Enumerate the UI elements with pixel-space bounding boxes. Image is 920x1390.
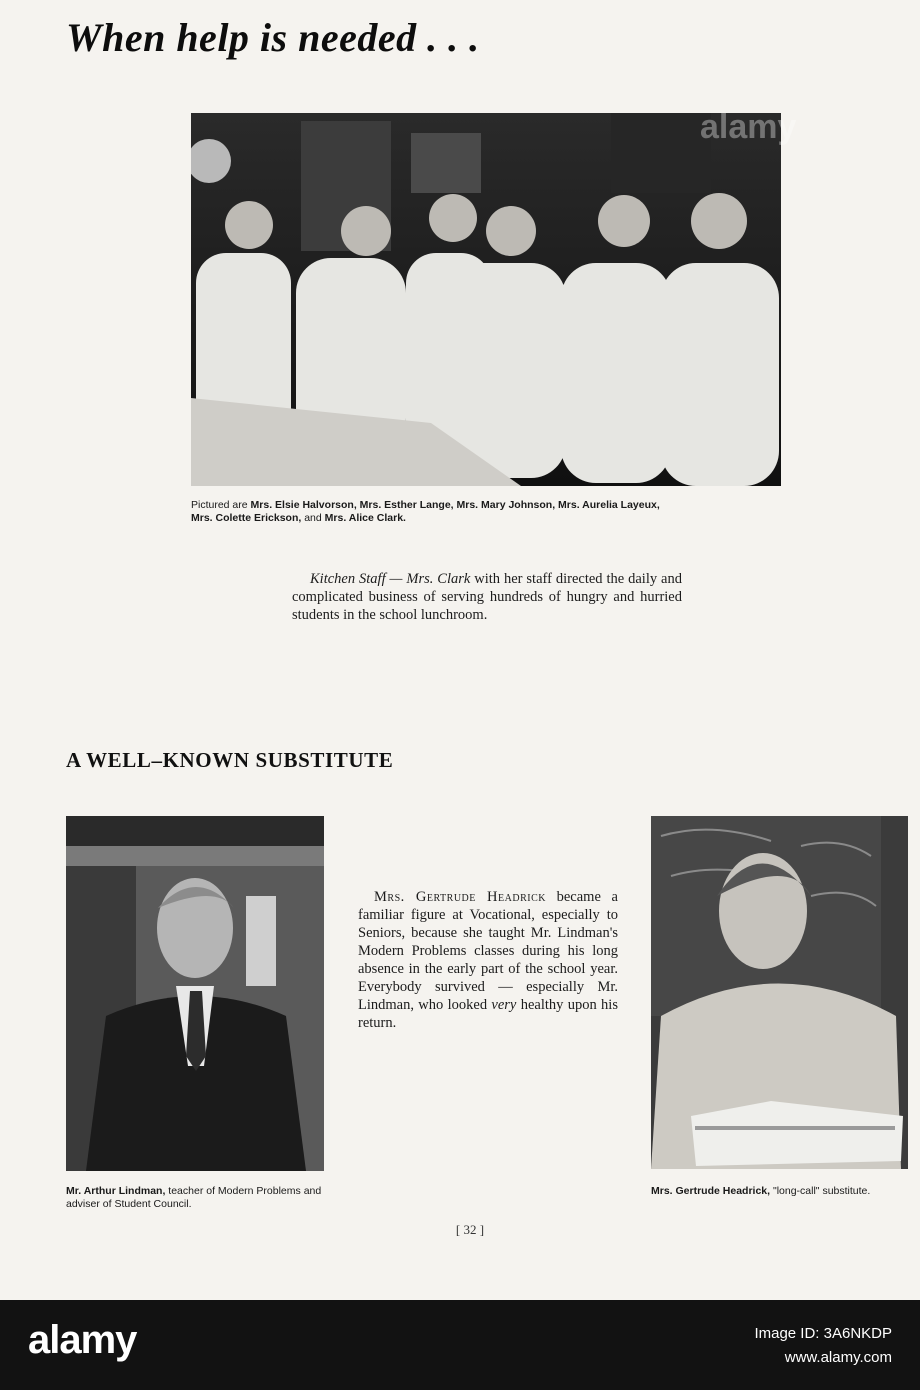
image-id: Image ID: 3A6NKDP <box>754 1325 892 1342</box>
paragraph-title: Kitchen Staff — Mrs. Clark <box>310 571 471 587</box>
kitchen-photo-caption <box>191 499 791 525</box>
section-heading: A WELL–KNOWN SUBSTITUTE <box>66 748 394 772</box>
headrick-caption <box>651 1185 913 1198</box>
footer-meta <box>754 1322 892 1370</box>
caption-names: Mrs. Elsie Halvorson, Mrs. Esther Lange, Mrs. Mary Johnson, Mrs. Aurelia Layeux, <box>250 499 660 511</box>
caption-names: Mrs. Colette Erickson, <box>191 512 302 524</box>
page-headline: When help is needed . . . <box>66 15 480 60</box>
page-number: [ 32 ] <box>455 1222 485 1237</box>
caption-lead: Pictured are <box>191 499 251 511</box>
emphasis: very <box>491 997 517 1013</box>
stock-footer-bar <box>0 1300 920 1390</box>
alamy-logo: alamy <box>28 1318 137 1362</box>
caption-text: "long-call" substitute. <box>770 1185 871 1197</box>
paragraph-body: became a familiar figure at Vocational, especially to Seniors, because she taught Mr. Lindman's Modern Problems classes during his long absence in the early part of the school year. Everybody survived — especially Mr. Lindman, who looked <box>358 889 618 1013</box>
caption-and: and <box>301 512 325 524</box>
lindman-portrait <box>66 816 324 1171</box>
caption-name: Mrs. Gertrude Headrick, <box>651 1185 771 1197</box>
headrick-portrait <box>651 816 908 1169</box>
substitute-name: Mrs. Gertrude Headrick <box>374 889 546 905</box>
caption-name: Mr. Arthur Lindman, <box>66 1185 166 1197</box>
kitchen-staff-paragraph <box>292 570 682 624</box>
substitute-paragraph <box>358 888 618 1032</box>
kitchen-staff-photo <box>191 113 781 486</box>
paragraph-body: with her staff directed the daily and complicated business of serving hundreds of hungry and hurried students in the school lunchroom. <box>292 571 682 623</box>
caption-names: Mrs. Alice Clark. <box>324 512 406 524</box>
lindman-caption <box>66 1185 336 1211</box>
paragraph-body: healthy upon his return. <box>358 997 618 1031</box>
caption-text: teacher of Modern Problems and adviser of Student Council. <box>66 1185 322 1210</box>
site-link[interactable]: www.alamy.com <box>784 1349 892 1366</box>
watermark: alamy <box>700 108 797 146</box>
